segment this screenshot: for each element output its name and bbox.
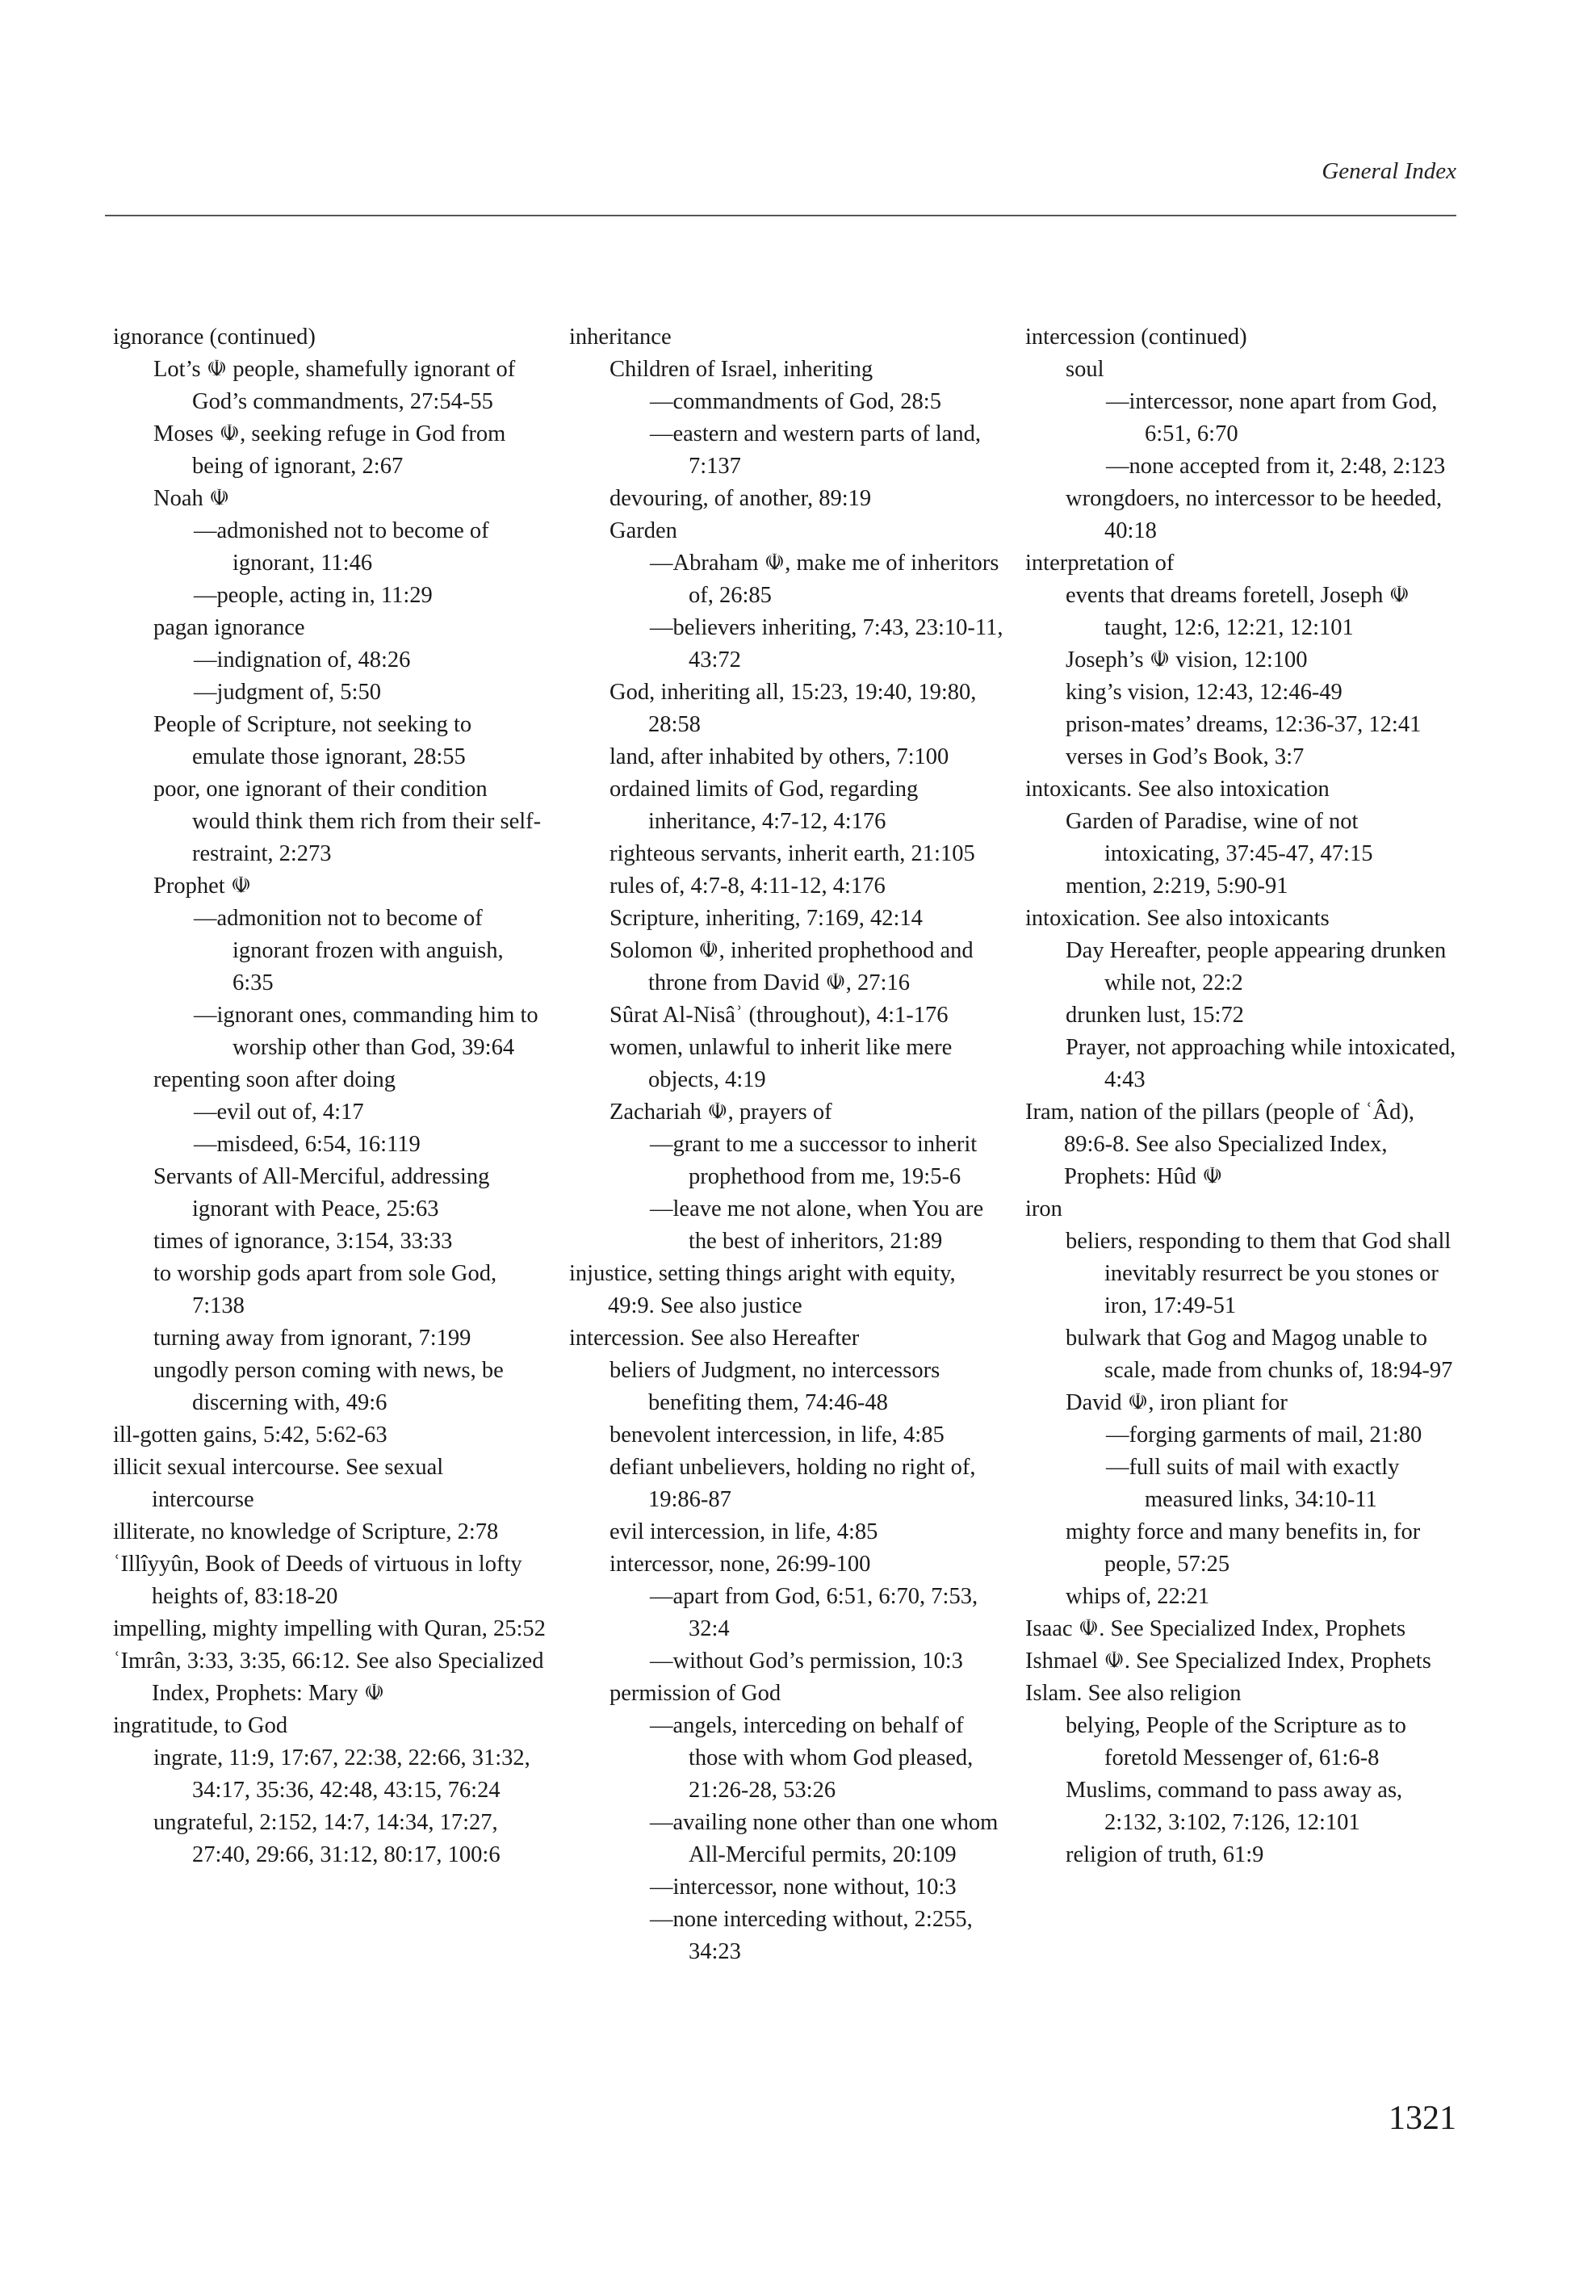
index-entry: injustice, setting things aright with equity, 49:9. See also justice: [569, 1261, 956, 1318]
index-entry: Noah ☫: [153, 486, 230, 511]
index-entry: intoxicants. See also intoxication: [1025, 777, 1330, 802]
index-entry: —Abraham ☫, make me of inheritors of, 26:85: [650, 551, 999, 608]
index-entry: beliers of Judgment, no intercessors benefiting them, 74:46-48: [609, 1358, 940, 1415]
index-entry: —people, acting in, 11:29: [194, 583, 433, 608]
index-entry: Garden: [609, 518, 677, 543]
index-entry: Garden of Paradise, wine of not intoxicating, 37:45-47, 47:15: [1066, 809, 1373, 866]
index-entry: inheritance: [569, 325, 672, 350]
index-entry: king’s vision, 12:43, 12:46-49: [1066, 680, 1343, 705]
index-entry: Prayer, not approaching while intoxicated, 4:43: [1066, 1035, 1456, 1092]
index-entry: ordained limits of God, regarding inheritance, 4:7-12, 4:176: [609, 777, 919, 834]
index-entry: defiant unbelievers, holding no right of, 19:86-87: [609, 1455, 976, 1512]
index-entry: soul: [1066, 357, 1104, 382]
index-entry: turning away from ignorant, 7:199: [153, 1326, 471, 1351]
index-entry: intercessor, none, 26:99-100: [609, 1552, 871, 1577]
index-column-1: [113, 321, 549, 1871]
index-entry: —apart from God, 6:51, 6:70, 7:53, 32:4: [650, 1584, 978, 1641]
index-entry: benevolent intercession, in life, 4:85: [609, 1422, 945, 1448]
page-number: 1321: [1389, 2100, 1456, 2137]
index-entry: Sûrat Al-Nisâʾ (throughout), 4:1-176: [609, 1003, 949, 1028]
index-entry: ignorance (continued): [113, 325, 316, 350]
index-entry: ʿImrân, 3:33, 3:35, 66:12. See also Specialized Index, Prophets: Mary ☫: [113, 1649, 544, 1706]
index-entry: —admonition not to become of ignorant frozen with anguish, 6:35: [194, 906, 504, 995]
index-entry: —none accepted from it, 2:48, 2:123: [1106, 454, 1446, 479]
index-entry: land, after inhabited by others, 7:100: [609, 744, 949, 769]
index-entry: Prophet ☫: [153, 874, 252, 899]
index-entry: ingratitude, to God: [113, 1713, 288, 1738]
index-entry: ungrateful, 2:152, 14:7, 14:34, 17:27, 27:40, 29:66, 31:12, 80:17, 100:6: [153, 1810, 501, 1867]
index-entry: wrongdoers, no intercessor to be heeded, 40:18: [1066, 486, 1443, 543]
index-entry: Iram, nation of the pillars (people of ʿÂd), 89:6-8. See also Specialized Index, Prophets: Hûd ☫: [1025, 1100, 1414, 1189]
index-entry: —admonished not to become of ignorant, 11:46: [194, 518, 489, 576]
index-entry: David ☫, iron pliant for: [1066, 1390, 1288, 1415]
running-head: General Index: [1322, 158, 1456, 184]
index-entry: Muslims, command to pass away as, 2:132, 3:102, 7:126, 12:101: [1066, 1778, 1403, 1835]
index-entry: Isaac ☫. See Specialized Index, Prophets: [1025, 1616, 1406, 1641]
index-entry: People of Scripture, not seeking to emulate those ignorant, 28:55: [153, 712, 472, 769]
index-entry: —judgment of, 5:50: [194, 680, 381, 705]
index-entry: ungodly person coming with news, be discerning with, 49:6: [153, 1358, 504, 1415]
index-entry: drunken lust, 15:72: [1066, 1003, 1244, 1028]
index-entry: Servants of All-Merciful, addressing ignorant with Peace, 25:63: [153, 1164, 490, 1221]
index-entry: ill-gotten gains, 5:42, 5:62-63: [113, 1422, 387, 1448]
index-entry: Joseph’s ☫ vision, 12:100: [1066, 647, 1308, 672]
index-entry: Ishmael ☫. See Specialized Index, Prophets: [1025, 1649, 1431, 1674]
index-entry: Moses ☫, seeking refuge in God from being of ignorant, 2:67: [153, 421, 506, 479]
index-entry: righteous servants, inherit earth, 21:105: [609, 841, 975, 866]
index-entry: rules of, 4:7-8, 4:11-12, 4:176: [609, 874, 886, 899]
index-entry: Zachariah ☫, prayers of: [609, 1100, 832, 1125]
index-entry: —availing none other than one whom All-Merciful permits, 20:109: [650, 1810, 999, 1867]
index-entry: iron: [1025, 1196, 1062, 1221]
index-entry: poor, one ignorant of their condition would think them rich from their self-restraint, 2:273: [153, 777, 542, 866]
index-entry: —believers inheriting, 7:43, 23:10-11, 43:72: [650, 615, 1003, 672]
index-entry: —forging garments of mail, 21:80: [1106, 1422, 1422, 1448]
index-entry: —leave me not alone, when You are the best of inheritors, 21:89: [650, 1196, 984, 1254]
index-entry: —intercessor, none apart from God, 6:51, 6:70: [1106, 389, 1438, 446]
index-entry: —ignorant ones, commanding him to worship other than God, 39:64: [194, 1003, 538, 1060]
index-entry: —grant to me a successor to inherit prophethood from me, 19:5-6: [650, 1132, 978, 1189]
index-entry: ʿIllîyyûn, Book of Deeds of virtuous in lofty heights of, 83:18-20: [113, 1552, 522, 1609]
index-entry: illiterate, no knowledge of Scripture, 2:78: [113, 1519, 499, 1544]
index-entry: —without God’s permission, 10:3: [650, 1649, 963, 1674]
index-entry: permission of God: [609, 1681, 781, 1706]
index-entry: to worship gods apart from sole God, 7:138: [153, 1261, 497, 1318]
index-entry: —evil out of, 4:17: [194, 1100, 364, 1125]
index-entry: —none interceding without, 2:255, 34:23: [650, 1907, 973, 1964]
index-column-3: [1025, 321, 1461, 1871]
index-column-2: [569, 321, 1005, 1968]
index-entry: repenting soon after doing: [153, 1067, 396, 1092]
index-entry: evil intercession, in life, 4:85: [609, 1519, 878, 1544]
index-entry: Day Hereafter, people appearing drunken while not, 22:2: [1066, 938, 1447, 995]
index-entry: interpretation of: [1025, 551, 1175, 576]
index-entry: intercession (continued): [1025, 325, 1247, 350]
index-entry: impelling, mighty impelling with Quran, 25:52: [113, 1616, 546, 1641]
index-entry: belying, People of the Scripture as to foretold Messenger of, 61:6-8: [1066, 1713, 1406, 1770]
index-entry: —eastern and western parts of land, 7:137: [650, 421, 981, 479]
index-entry: women, unlawful to inherit like mere objects, 4:19: [609, 1035, 953, 1092]
index-entry: whips of, 22:21: [1066, 1584, 1210, 1609]
index-entry: —misdeed, 6:54, 16:119: [194, 1132, 421, 1157]
index-entry: Solomon ☫, inherited prophethood and throne from David ☫, 27:16: [609, 938, 974, 995]
index-entry: ingrate, 11:9, 17:67, 22:38, 22:66, 31:32, 34:17, 35:36, 42:48, 43:15, 76:24: [153, 1745, 530, 1803]
index-entry: mighty force and many benefits in, for people, 57:25: [1066, 1519, 1421, 1577]
index-entry: verses in God’s Book, 3:7: [1066, 744, 1305, 769]
index-entry: mention, 2:219, 5:90-91: [1066, 874, 1288, 899]
index-entry: religion of truth, 61:9: [1066, 1842, 1264, 1867]
index-entry: God, inheriting all, 15:23, 19:40, 19:80, 28:58: [609, 680, 977, 737]
index-entry: Scripture, inheriting, 7:169, 42:14: [609, 906, 923, 931]
index-entry: bulwark that Gog and Magog unable to scale, made from chunks of, 18:94-97: [1066, 1326, 1453, 1383]
index-entry: pagan ignorance: [153, 615, 305, 640]
index-entry: beliers, responding to them that God shall inevitably resurrect be you stones or iron, 17:49-51: [1066, 1229, 1451, 1318]
index-entry: Children of Israel, inheriting: [609, 357, 873, 382]
index-entry: prison-mates’ dreams, 12:36-37, 12:41: [1066, 712, 1422, 737]
index-entry: intoxication. See also intoxicants: [1025, 906, 1330, 931]
index-entry: —indignation of, 48:26: [194, 647, 411, 672]
index-entry: illicit sexual intercourse. See sexual intercourse: [113, 1455, 444, 1512]
index-entry: —intercessor, none without, 10:3: [650, 1875, 957, 1900]
index-entry: Lot’s ☫ people, shamefully ignorant of God’s commandments, 27:54-55: [153, 357, 516, 414]
header-rule: [105, 215, 1456, 216]
index-entry: —full suits of mail with exactly measured links, 34:10-11: [1106, 1455, 1400, 1512]
index-entry: —angels, interceding on behalf of those with whom God pleased, 21:26-28, 53:26: [650, 1713, 974, 1803]
index-entry: intercession. See also Hereafter: [569, 1326, 860, 1351]
index-entry: events that dreams foretell, Joseph ☫ taught, 12:6, 12:21, 12:101: [1066, 583, 1410, 640]
index-entry: Islam. See also religion: [1025, 1681, 1242, 1706]
index-entry: times of ignorance, 3:154, 33:33: [153, 1229, 453, 1254]
index-entry: —commandments of God, 28:5: [650, 389, 941, 414]
index-entry: devouring, of another, 89:19: [609, 486, 872, 511]
